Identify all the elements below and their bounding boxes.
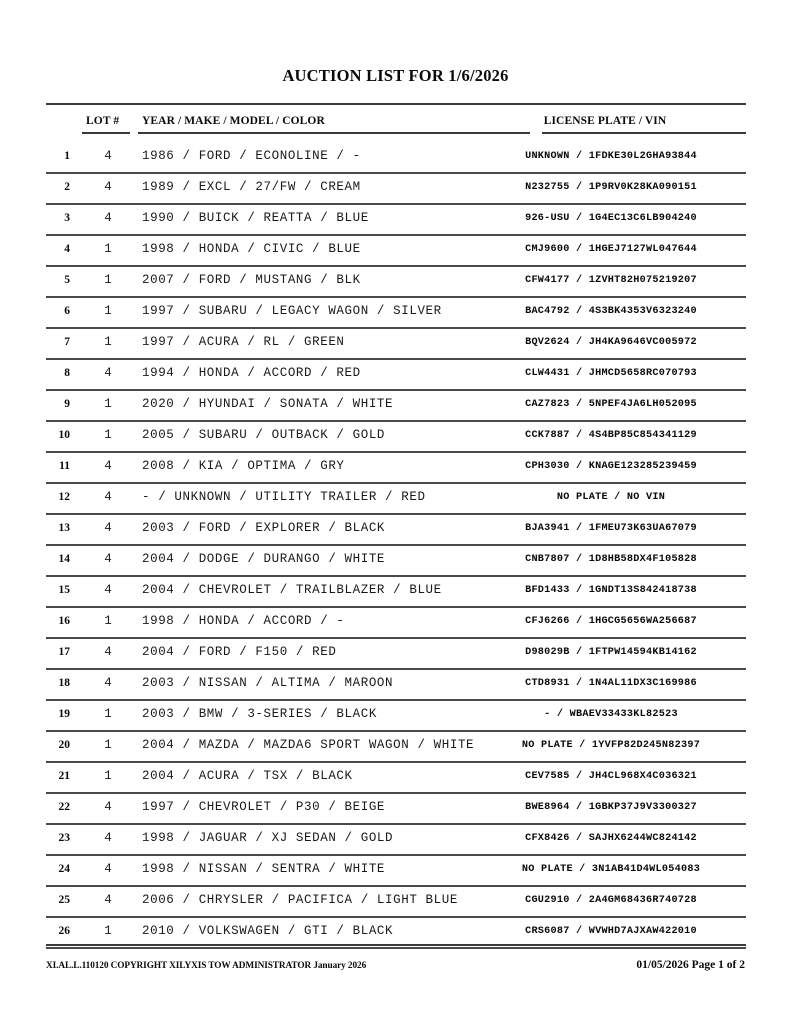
table-row	[46, 887, 746, 918]
row-index: 15	[58, 584, 70, 596]
cell-vehicle-description: 1997 / CHEVROLET / P30 / BEIGE	[142, 800, 386, 814]
table-row	[46, 360, 746, 391]
cell-lot-number: 1	[104, 769, 112, 783]
cell-lot-number: 4	[104, 676, 112, 690]
cell-lot-number: 1	[104, 397, 112, 411]
cell-lot-number: 4	[104, 893, 112, 907]
cell-vehicle-description: 2004 / CHEVROLET / TRAILBLAZER / BLUE	[142, 583, 442, 597]
header-underline-plate-vin	[542, 132, 746, 134]
table-row	[46, 546, 746, 577]
cell-lot-number: 4	[104, 645, 112, 659]
cell-vehicle-description: 1997 / ACURA / RL / GREEN	[142, 335, 345, 349]
footer-divider	[46, 944, 746, 946]
table-row	[46, 298, 746, 329]
row-index: 8	[64, 367, 70, 379]
row-index: 16	[58, 615, 70, 627]
row-index: 22	[58, 801, 70, 813]
cell-plate-vin: NO PLATE / NO VIN	[556, 492, 666, 503]
row-index: 12	[58, 491, 70, 503]
cell-plate-vin: CLW4431 / JHMCD5658RC070793	[525, 368, 697, 379]
table-row	[46, 143, 746, 174]
cell-plate-vin: CGU2910 / 2A4GM68436R740728	[525, 895, 697, 906]
cell-lot-number: 4	[104, 211, 112, 225]
cell-vehicle-description: 1998 / NISSAN / SENTRA / WHITE	[142, 862, 386, 876]
cell-plate-vin: CNB7807 / 1D8HB58DX4F105828	[525, 554, 697, 565]
cell-plate-vin: CFX8426 / SAJHX6244WC824142	[525, 833, 697, 844]
cell-lot-number: 1	[104, 707, 112, 721]
cell-lot-number: 4	[104, 583, 112, 597]
table-row	[46, 422, 746, 453]
cell-vehicle-description: 2003 / NISSAN / ALTIMA / MAROON	[142, 676, 394, 690]
cell-lot-number: 1	[104, 273, 112, 287]
column-header-description: YEAR / MAKE / MODEL / COLOR	[142, 115, 325, 127]
cell-lot-number: 4	[104, 149, 112, 163]
cell-vehicle-description: 2004 / FORD / F150 / RED	[142, 645, 337, 659]
cell-lot-number: 1	[104, 924, 112, 938]
auction-list-table	[46, 112, 746, 949]
cell-lot-number: 4	[104, 180, 112, 194]
document-title-block	[0, 66, 791, 86]
table-row	[46, 639, 746, 670]
row-index: 26	[58, 925, 70, 937]
cell-vehicle-description: 2004 / ACURA / TSX / BLACK	[142, 769, 353, 783]
row-index: 25	[58, 894, 70, 906]
cell-lot-number: 1	[104, 738, 112, 752]
column-header-lot: LOT #	[86, 115, 120, 127]
cell-plate-vin: BQV2624 / JH4KA9646VC005972	[525, 337, 697, 348]
row-index: 20	[58, 739, 70, 751]
table-row	[46, 515, 746, 546]
cell-vehicle-description: 1997 / SUBARU / LEGACY WAGON / SILVER	[142, 304, 442, 318]
table-row	[46, 763, 746, 794]
cell-vehicle-description: 2004 / MAZDA / MAZDA6 SPORT WAGON / WHITE	[142, 738, 475, 752]
row-index: 19	[58, 708, 70, 720]
cell-plate-vin: - / WBAEV33433KL82523	[544, 709, 678, 720]
cell-plate-vin: CPH3030 / KNAGE123285239459	[525, 461, 697, 472]
row-index: 5	[64, 274, 70, 286]
cell-plate-vin: CTD8931 / 1N4AL11DX3C169986	[525, 678, 697, 689]
row-index: 10	[58, 429, 70, 441]
cell-vehicle-description: 2007 / FORD / MUSTANG / BLK	[142, 273, 361, 287]
cell-plate-vin: CRS6087 / WVWHD7AJXAW422010	[525, 926, 697, 937]
cell-plate-vin: 926-USU / 1G4EC13C6LB904240	[525, 213, 697, 224]
cell-vehicle-description: 1998 / JAGUAR / XJ SEDAN / GOLD	[142, 831, 394, 845]
table-row	[46, 267, 746, 298]
footer-copyright: XI.AL.L.110120 COPYRIGHT XILYXIS TOW ADMINISTRATOR January 2026	[46, 961, 367, 971]
cell-plate-vin: BJA3941 / 1FMEU73K63UA67079	[525, 523, 697, 534]
table-row	[46, 825, 746, 856]
cell-vehicle-description: - / UNKNOWN / UTILITY TRAILER / RED	[142, 490, 426, 504]
row-index: 18	[58, 677, 70, 689]
page-title: AUCTION LIST FOR 1/6/2026	[282, 66, 509, 85]
cell-vehicle-description: 2003 / BMW / 3-SERIES / BLACK	[142, 707, 377, 721]
cell-lot-number: 1	[104, 304, 112, 318]
cell-plate-vin: BWE8964 / 1GBKP37J9V3300327	[525, 802, 697, 813]
header-underline-lot	[82, 132, 130, 134]
cell-vehicle-description: 2006 / CHRYSLER / PACIFICA / LIGHT BLUE	[142, 893, 458, 907]
cell-plate-vin: N232755 / 1P9RV0K28KA090151	[525, 182, 697, 193]
cell-lot-number: 4	[104, 521, 112, 535]
cell-vehicle-description: 1998 / HONDA / ACCORD / -	[142, 614, 345, 628]
cell-plate-vin: BAC4792 / 4S3BK4353V6323240	[525, 306, 697, 317]
table-row	[46, 236, 746, 267]
cell-vehicle-description: 1986 / FORD / ECONOLINE / -	[142, 149, 361, 163]
cell-lot-number: 1	[104, 335, 112, 349]
cell-plate-vin: NO PLATE / 1YVFP82D245N82397	[521, 740, 701, 751]
table-row	[46, 732, 746, 763]
cell-plate-vin: CCK7887 / 4S4BP85C854341129	[525, 430, 697, 441]
cell-lot-number: 4	[104, 490, 112, 504]
cell-vehicle-description: 1990 / BUICK / REATTA / BLUE	[142, 211, 369, 225]
cell-plate-vin: CAZ7823 / 5NPEF4JA6LH052095	[525, 399, 697, 410]
cell-lot-number: 4	[104, 862, 112, 876]
row-index: 24	[58, 863, 70, 875]
cell-lot-number: 1	[104, 242, 112, 256]
cell-plate-vin: BFD1433 / 1GNDT13S842418738	[525, 585, 697, 596]
table-row	[46, 577, 746, 608]
row-index: 9	[64, 398, 70, 410]
table-row	[46, 453, 746, 484]
cell-plate-vin: UNKNOWN / 1FDKE30L2GHA93844	[525, 151, 697, 162]
cell-lot-number: 4	[104, 459, 112, 473]
row-index: 3	[64, 212, 70, 224]
title-divider	[46, 103, 746, 105]
cell-vehicle-description: 1998 / HONDA / CIVIC / BLUE	[142, 242, 361, 256]
row-index: 21	[58, 770, 70, 782]
table-header-underlines	[46, 132, 746, 138]
cell-lot-number: 1	[104, 428, 112, 442]
row-index: 14	[58, 553, 70, 565]
row-index: 6	[64, 305, 70, 317]
row-index: 1	[64, 150, 70, 162]
cell-lot-number: 4	[104, 831, 112, 845]
column-header-plate-vin: LICENSE PLATE / VIN	[543, 115, 667, 127]
table-row	[46, 794, 746, 825]
cell-lot-number: 1	[104, 614, 112, 628]
table-row	[46, 205, 746, 236]
table-row	[46, 484, 746, 515]
table-row	[46, 856, 746, 887]
cell-vehicle-description: 1989 / EXCL / 27/FW / CREAM	[142, 180, 361, 194]
row-index: 23	[58, 832, 70, 844]
table-row	[46, 329, 746, 360]
table-row	[46, 391, 746, 422]
cell-lot-number: 4	[104, 552, 112, 566]
footer-page-info: 01/05/2026 Page 1 of 2	[636, 959, 745, 971]
cell-plate-vin: CFW4177 / 1ZVHT82H075219207	[525, 275, 697, 286]
cell-vehicle-description: 2005 / SUBARU / OUTBACK / GOLD	[142, 428, 386, 442]
row-index: 17	[58, 646, 70, 658]
cell-plate-vin: CFJ6266 / 1HGCG5656WA256687	[525, 616, 697, 627]
header-underline-description	[138, 132, 530, 134]
table-row	[46, 608, 746, 639]
cell-lot-number: 4	[104, 366, 112, 380]
row-separator	[46, 947, 746, 949]
row-index: 4	[64, 243, 70, 255]
cell-plate-vin: D98029B / 1FTPW14594KB14162	[525, 647, 697, 658]
row-index: 2	[64, 181, 70, 193]
cell-vehicle-description: 1994 / HONDA / ACCORD / RED	[142, 366, 361, 380]
row-index: 7	[64, 336, 70, 348]
row-index: 11	[59, 460, 70, 472]
cell-vehicle-description: 2003 / FORD / EXPLORER / BLACK	[142, 521, 386, 535]
row-index: 13	[58, 522, 70, 534]
cell-plate-vin: CMJ9600 / 1HGEJ7127WL047644	[525, 244, 697, 255]
cell-vehicle-description: 2010 / VOLKSWAGEN / GTI / BLACK	[142, 924, 394, 938]
table-row	[46, 174, 746, 205]
table-header-row	[46, 112, 746, 132]
cell-vehicle-description: 2008 / KIA / OPTIMA / GRY	[142, 459, 345, 473]
cell-lot-number: 4	[104, 800, 112, 814]
cell-plate-vin: CEV7585 / JH4CL968X4C036321	[525, 771, 697, 782]
cell-vehicle-description: 2004 / DODGE / DURANGO / WHITE	[142, 552, 386, 566]
table-body	[46, 143, 746, 949]
table-row	[46, 670, 746, 701]
cell-plate-vin: NO PLATE / 3N1AB41D4WL054083	[521, 864, 701, 875]
table-row	[46, 701, 746, 732]
cell-vehicle-description: 2020 / HYUNDAI / SONATA / WHITE	[142, 397, 394, 411]
